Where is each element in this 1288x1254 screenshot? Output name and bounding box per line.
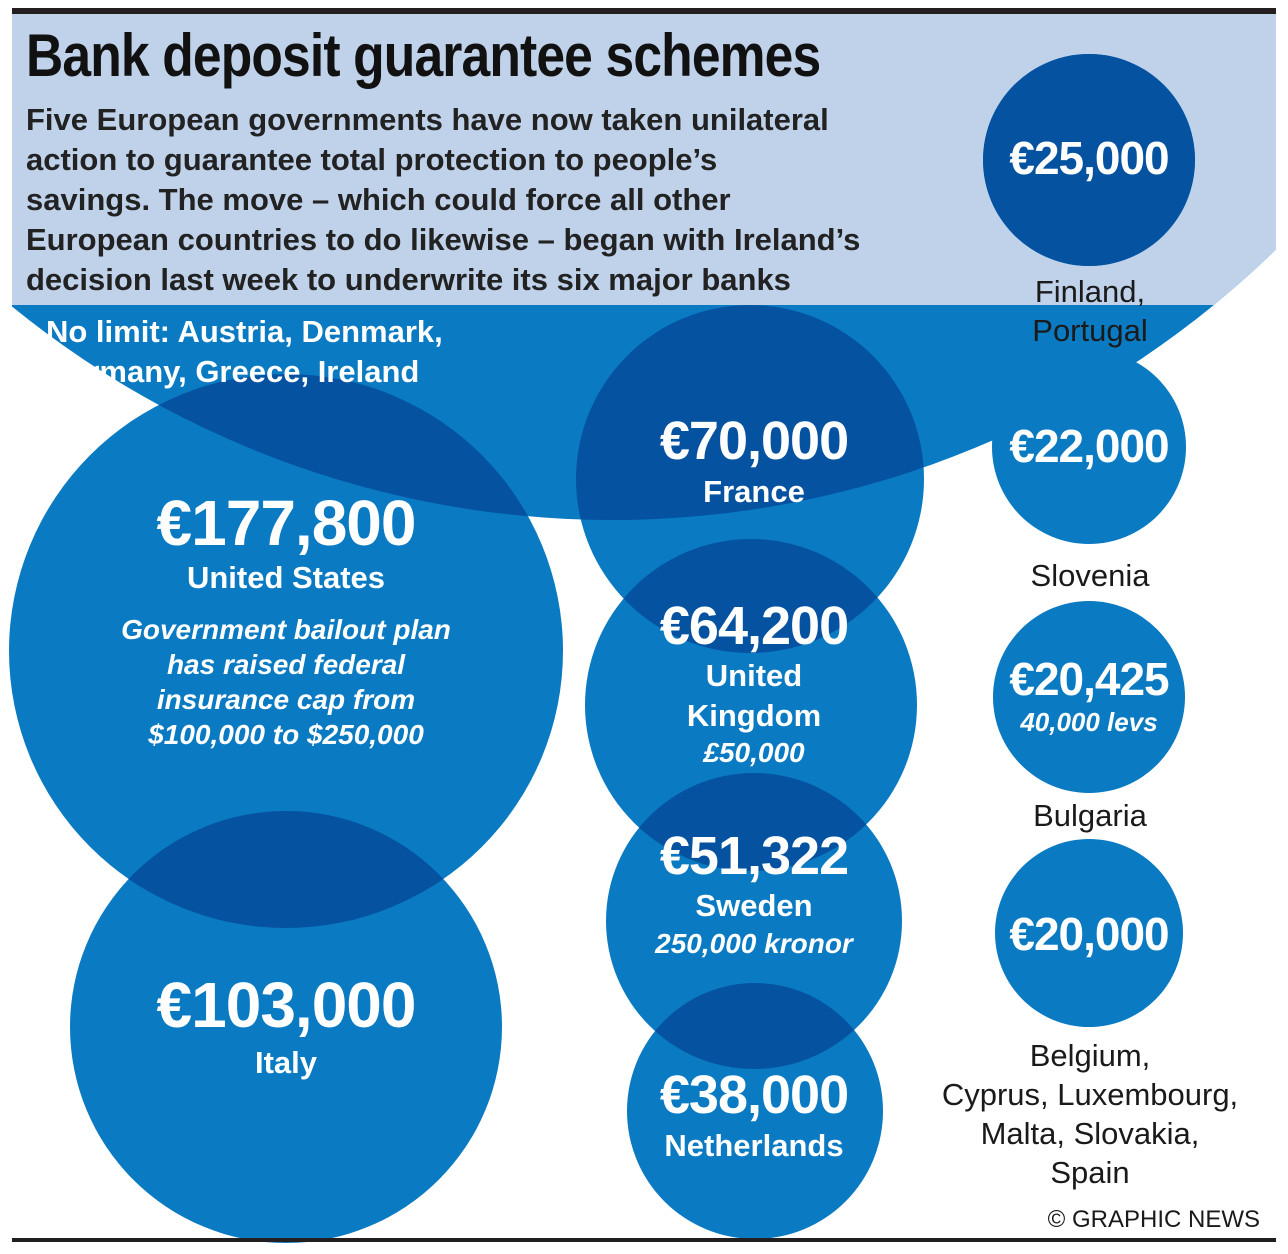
no-limit-label [46,312,443,392]
countries-finland-portugal [1032,272,1147,350]
country-label: France [703,474,805,509]
amount-label: €20,000 [1009,908,1169,960]
country-line: Finland, [1034,274,1146,309]
country-label: Kingdom [686,698,822,733]
bubble-label-uk [660,596,848,770]
country-label: United States [186,560,386,595]
note-label: 40,000 levs [1020,707,1158,737]
note-label: £50,000 [703,737,805,768]
countries-bulgaria [1033,796,1147,835]
country-line: Slovenia [1030,558,1150,593]
page-title: Bank deposit guarantee schemes [26,22,821,89]
amount-label: €25,000 [1009,132,1169,184]
bubble-label-sweden [655,826,853,962]
amount-label: €20,425 [1009,653,1169,705]
subtitle-line: European countries to do likewise – began with Ireland’s [26,222,861,257]
amount-label: €51,322 [659,826,849,886]
amount-label: €64,200 [659,596,849,656]
note-line: Government bailout plan [121,614,451,645]
countries-slovenia [1031,556,1150,595]
no-limit-line: No limit: Austria, Denmark, [46,314,443,349]
bubble-label-france [660,410,848,512]
bubble-label-finland-portugal [1009,128,1168,188]
country-label: Sweden [695,888,813,923]
amount-label: €22,000 [1009,420,1169,472]
note-line: insurance cap from [156,684,416,715]
countries-belgium-group [942,1036,1238,1192]
amount-label: €38,000 [659,1065,849,1125]
top-rule [12,8,1276,14]
subtitle-line: Five European governments have now taken unilateral [26,102,829,137]
country-line: Belgium, [1029,1038,1151,1073]
country-line: Malta, Slovakia, [980,1116,1200,1151]
subtitle-line: decision last week to underwrite its six major banks [26,262,791,297]
note-label: 250,000 kronor [655,928,853,959]
subtitle-line: action to guarantee total protection to people’s [26,142,718,177]
bubble-label-belgium-group [1009,904,1168,964]
credit-label: © GRAPHIC NEWS [1047,1206,1260,1233]
subtitle [26,100,1006,300]
amount-label: €103,000 [156,969,416,1041]
country-label: Italy [254,1045,318,1080]
bottom-rule [12,1238,1276,1242]
no-limit-line: Germany, Greece, Ireland [46,354,420,389]
subtitle-line: savings. The move – which could force all other [26,182,731,217]
note-line: $100,000 to $250,000 [148,719,424,750]
bubble-label-bulgaria [1009,652,1168,738]
bubble-label-netherlands [660,1064,848,1166]
bubble-label-slovenia [1009,416,1168,476]
country-label: United [705,658,803,693]
amount-label: €70,000 [659,411,849,471]
country-label: Netherlands [664,1128,844,1163]
country-line: Spain [1050,1155,1130,1190]
bubble-label-us [121,488,451,752]
country-line: Portugal [1032,313,1148,348]
note-line: has raised federal [166,649,406,680]
bubble-label-italy [157,968,416,1084]
country-line: Bulgaria [1033,798,1147,833]
country-line: Cyprus, Luxembourg, [941,1077,1239,1112]
amount-label: €177,800 [156,487,416,559]
